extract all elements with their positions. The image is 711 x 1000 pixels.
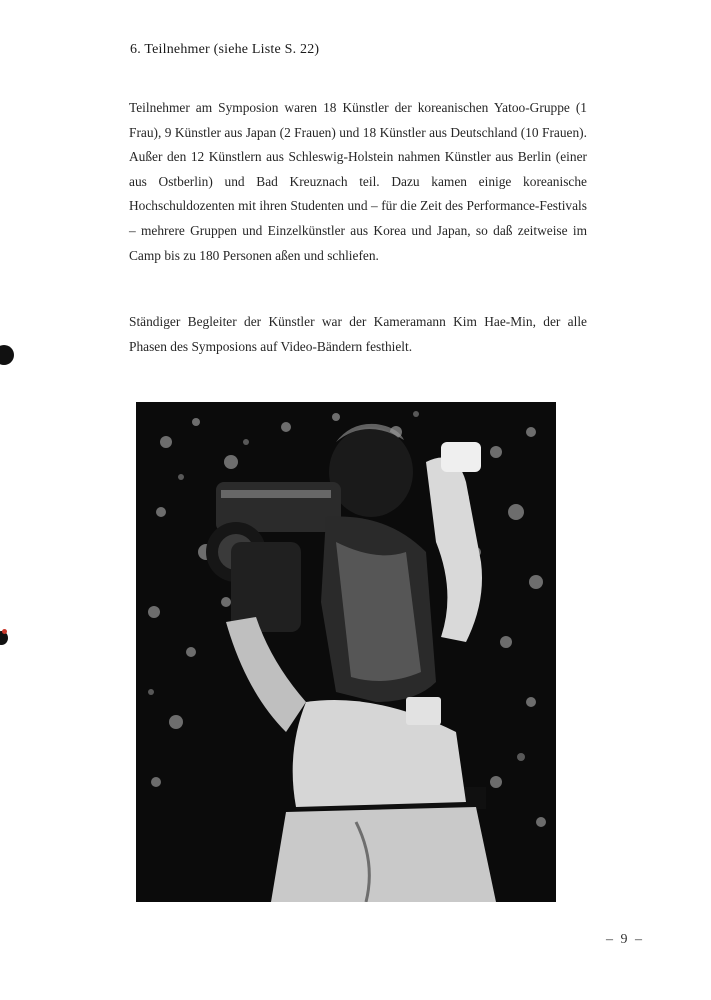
paragraph-cameraman: Ständiger Begleiter der Künstler war der Kameramann Kim Hae-Min, der alle Phasen des Symposions auf Video-Bändern festhielt. (129, 314, 587, 354)
page-number: – 9 – (606, 932, 644, 947)
cameraman-photo (136, 402, 556, 902)
section-heading: 6. Teilnehmer (siehe Liste S. 22) (130, 42, 320, 57)
binder-hole-mark (0, 345, 14, 365)
paragraph-participants: Teilnehmer am Symposion waren 18 Künstler der koreanischen Yatoo-Gruppe (1 Frau), 9 Künstler aus Japan (2 Frauen) und 18 Künstler aus Deutschland (10 Frauen). Außer den 12 Künstlern aus Schleswig-Holstein nahmen Künstler aus Berlin (einer aus Ostberlin) und Bad Kreuznach teil. Dazu kamen einige koreanische Hochschuldozenten mit ihren Studenten und – für die Zeit des Performance-Festivals – mehrere Gruppen und Einzelkünstler aus Korea und Japan, so daß zeitweise im Camp bis zu 180 Personen aßen und schliefen. (129, 100, 587, 263)
red-ink-mark (2, 629, 7, 634)
